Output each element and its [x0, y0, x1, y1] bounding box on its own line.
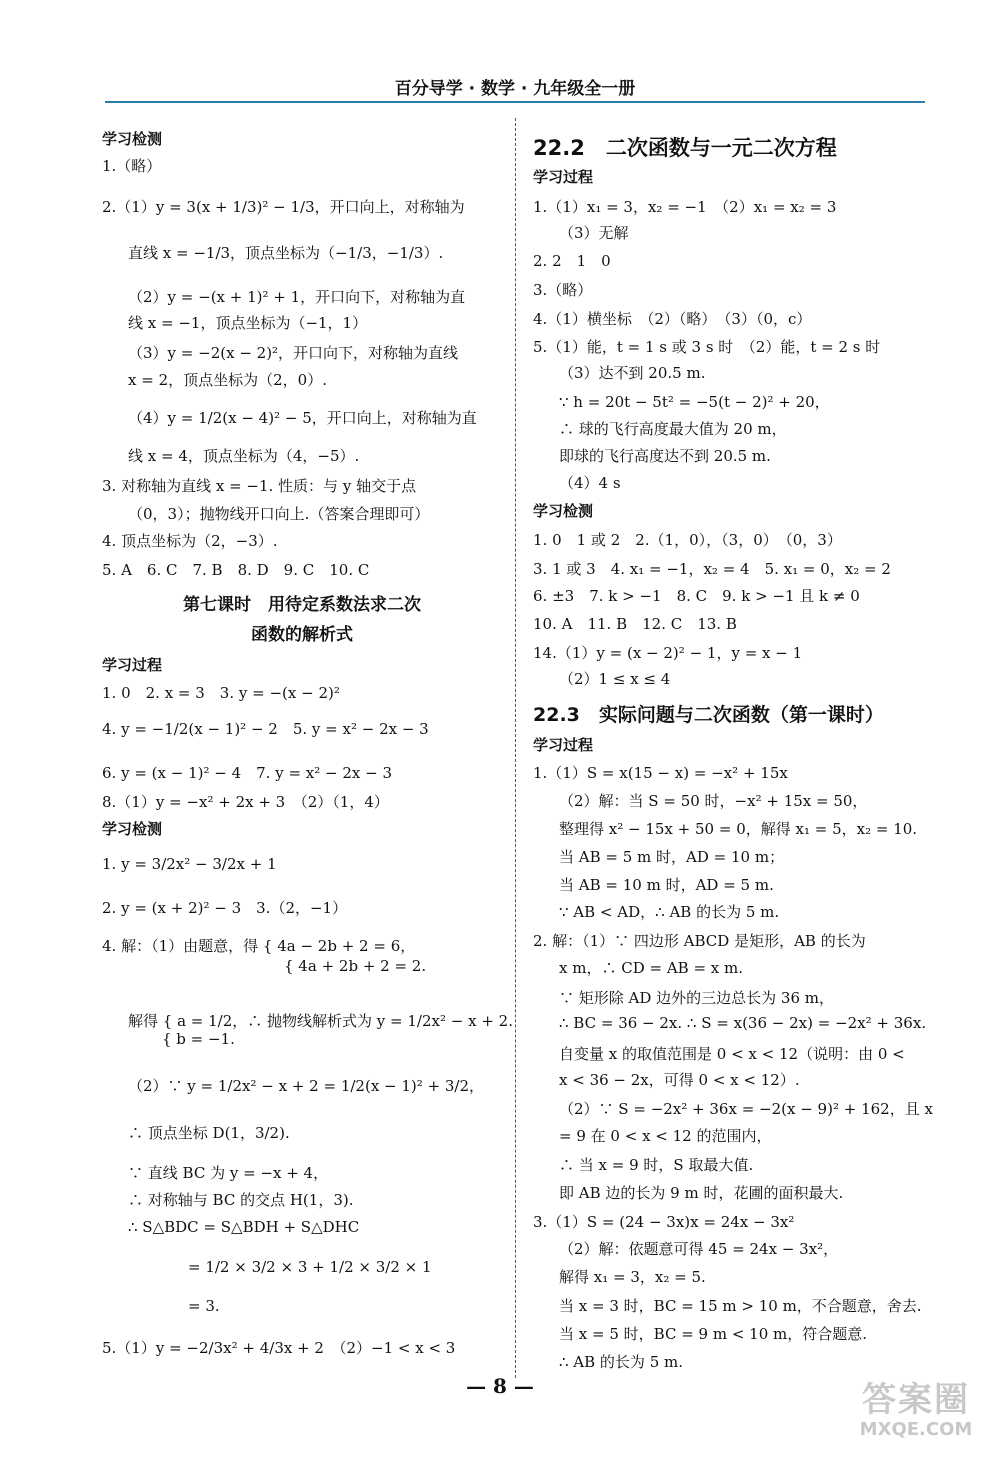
section-heading: 学习过程 [533, 736, 594, 754]
answer-line: = 1/2 × 3/2 × 3 + 1/2 × 3/2 × 1 [188, 1258, 432, 1276]
section-heading: 学习过程 [533, 168, 594, 186]
answer-line: 当 x = 3 时，BC = 15 m > 10 m，不合题意，舍去. [559, 1297, 922, 1315]
answer-line: ∴ BC = 36 − 2x. ∴ S = x(36 − 2x) = −2x² + 36x. [559, 1014, 927, 1032]
answer-line: 1.（1）x₁ = 3，x₂ = −1 （2）x₁ = x₂ = 3 [533, 198, 837, 216]
answer-line: 10. A 11. B 12. C 13. B [533, 615, 737, 633]
answer-line: 6. y = (x − 1)² − 4 7. y = x² − 2x − 3 [102, 764, 393, 782]
answer-line: 线 x = −1，顶点坐标为（−1，1） [128, 314, 368, 332]
answer-line: 1. 0 2. x = 3 3. y = −(x − 2)² [102, 684, 340, 702]
answer-line: （4）y = 1/2(x − 4)² − 5，开口向上，对称轴为直 [128, 409, 477, 427]
section-heading: 学习检测 [102, 130, 163, 148]
answer-line: 当 x = 5 时，BC = 9 m < 10 m，符合题意. [559, 1325, 868, 1343]
column-divider [515, 118, 516, 1378]
answer-line: 5. A 6. C 7. B 8. D 9. C 10. C [102, 561, 370, 579]
lesson-title: 函数的解析式 [251, 625, 353, 645]
answer-line: 自变量 x 的取值范围是 0 < x < 12（说明：由 0 < [559, 1045, 905, 1063]
answer-line: （3）y = −2(x − 2)²，开口向下，对称轴为直线 [128, 344, 459, 362]
answer-line: 4. 顶点坐标为（2，−3）. [102, 532, 278, 550]
answer-line: ∴ 球的飞行高度最大值为 20 m， [559, 420, 787, 438]
answer-line: ∵ h = 20t − 5t² = −5(t − 2)² + 20， [559, 393, 830, 411]
answer-line: （2）∵ S = −2x² + 36x = −2(x − 9)² + 162，且 x [559, 1100, 933, 1118]
header-rule [105, 101, 925, 103]
answer-line: { 4a + 2b + 2 = 2. [284, 957, 427, 975]
answer-line: 14.（1）y = (x − 2)² − 1，y = x − 1 [533, 644, 803, 662]
answer-line: x m，∴ CD = AB = x m. [559, 959, 744, 977]
answer-line: （2）∵ y = 1/2x² − x + 2 = 1/2(x − 1)² + 3/2， [128, 1077, 485, 1095]
answer-line: 当 AB = 10 m 时，AD = 5 m. [559, 876, 774, 894]
answer-line: { b = −1. [162, 1030, 235, 1048]
answer-line: 6. ±3 7. k > −1 8. C 9. k > −1 且 k ≠ 0 [533, 587, 860, 605]
answer-line: ∴ AB 的长为 5 m. [559, 1353, 684, 1371]
chapter-heading: 22.3 实际问题与二次函数（第一课时） [533, 704, 884, 726]
section-heading: 学习检测 [533, 502, 594, 520]
answer-line: = 9 在 0 < x < 12 的范围内， [559, 1127, 772, 1145]
answer-line: = 3. [188, 1297, 220, 1315]
answer-line: 整理得 x² − 15x + 50 = 0，解得 x₁ = 5，x₂ = 10. [559, 820, 918, 838]
answer-line: ∴ 对称轴与 BC 的交点 H(1，3). [128, 1191, 354, 1209]
answer-line: ∴ 顶点坐标 D(1，3/2). [128, 1124, 290, 1142]
answer-line: 8.（1）y = −x² + 2x + 3 （2）（1，4） [102, 793, 389, 811]
answer-line: ∴ 当 x = 9 时，S 取最大值. [559, 1156, 754, 1174]
answer-line: （0，3）；抛物线开口向上.（答案合理即可） [128, 505, 430, 523]
answer-line: 1.（1）S = x(15 − x) = −x² + 15x [533, 764, 788, 782]
answer-line: 2. 2 1 0 [533, 252, 611, 270]
answer-line: 3. 对称轴为直线 x = −1. 性质：与 y 轴交于点 [102, 477, 417, 495]
answer-line: x = 2，顶点坐标为（2，0）. [128, 371, 327, 389]
answer-line: x < 36 − 2x，可得 0 < x < 12）. [559, 1071, 800, 1089]
answer-line: （4）4 s [559, 474, 621, 492]
watermark-logo [836, 1380, 996, 1440]
answer-line: （2）y = −(x + 1)² + 1，开口向下，对称轴为直 [128, 288, 466, 306]
answer-line: 2. y = (x + 2)² − 3 3.（2，−1） [102, 899, 348, 917]
answer-line: 1. 0 1 或 2 2.（1，0），（3，0） （0，3） [533, 531, 842, 549]
answer-line: 线 x = 4，顶点坐标为（4，−5）. [128, 447, 360, 465]
answer-line: （2）1 ≤ x ≤ 4 [559, 670, 671, 688]
answer-line: 4.（1）横坐标 （2）（略） （3）（0，c） [533, 310, 812, 328]
answer-line: 解得 x₁ = 3，x₂ = 5. [559, 1268, 706, 1286]
watermark-url: MXQE.COM [859, 1419, 973, 1440]
answer-line: （3）达不到 20.5 m. [559, 364, 706, 382]
page-header: 百分导学 · 数学 · 九年级全一册 [394, 79, 636, 99]
answer-line: 当 AB = 5 m 时，AD = 10 m； [559, 848, 785, 866]
answer-line: （3）无解 [559, 224, 629, 242]
watermark-text: 答案圈 [862, 1380, 970, 1420]
section-heading: 学习过程 [102, 656, 163, 674]
answer-line: （2）解：依题意可得 45 = 24x − 3x²， [559, 1240, 839, 1258]
answer-line: 4. 解：（1）由题意，得 { 4a − 2b + 2 = 6， [102, 937, 416, 955]
answer-line: 3.（1）S = (24 − 3x)x = 24x − 3x² [533, 1213, 795, 1231]
chapter-heading: 22.2 二次函数与一元二次方程 [533, 136, 837, 160]
answer-line: 3. 1 或 3 4. x₁ = −1，x₂ = 4 5. x₁ = 0，x₂ = 2 [533, 560, 891, 578]
answer-line: ∴ S△BDC = S△BDH + S△DHC [128, 1218, 360, 1236]
answer-line: 5.（1）y = −2/3x² + 4/3x + 2 （2）−1 < x < 3 [102, 1339, 456, 1357]
page-number: — 8 — [466, 1374, 534, 1398]
answer-line: 即球的飞行高度达不到 20.5 m. [559, 447, 771, 465]
answer-line: （2）解：当 S = 50 时，−x² + 15x = 50， [559, 792, 868, 810]
answer-line: 1.（略） [102, 157, 162, 175]
answer-line: 3.（略） [533, 281, 593, 299]
answer-line: 1. y = 3/2x² − 3/2x + 1 [102, 855, 277, 873]
answer-line: ∵ 矩形除 AD 边外的三边总长为 36 m， [559, 989, 835, 1007]
section-heading: 学习检测 [102, 820, 163, 838]
lesson-title: 第七课时 用待定系数法求二次 [183, 595, 421, 615]
answer-line: 2. 解：（1）∵ 四边形 ABCD 是矩形，AB 的长为 [533, 932, 866, 950]
answer-line: 即 AB 边的长为 9 m 时，花圃的面积最大. [559, 1184, 844, 1202]
answer-line: 5.（1）能，t = 1 s 或 3 s 时 （2）能，t = 2 s 时 [533, 338, 881, 356]
answer-line: ∵ AB < AD，∴ AB 的长为 5 m. [559, 903, 780, 921]
answer-line: 直线 x = −1/3，顶点坐标为（−1/3，−1/3）. [128, 244, 444, 262]
answer-line: 4. y = −1/2(x − 1)² − 2 5. y = x² − 2x − 3 [102, 720, 429, 738]
answer-line: 2.（1）y = 3(x + 1/3)² − 1/3，开口向上，对称轴为 [102, 198, 465, 216]
answer-line: ∵ 直线 BC 为 y = −x + 4， [128, 1164, 329, 1182]
answer-line: 解得 { a = 1/2，∴ 抛物线解析式为 y = 1/2x² − x + 2. [128, 1012, 513, 1030]
